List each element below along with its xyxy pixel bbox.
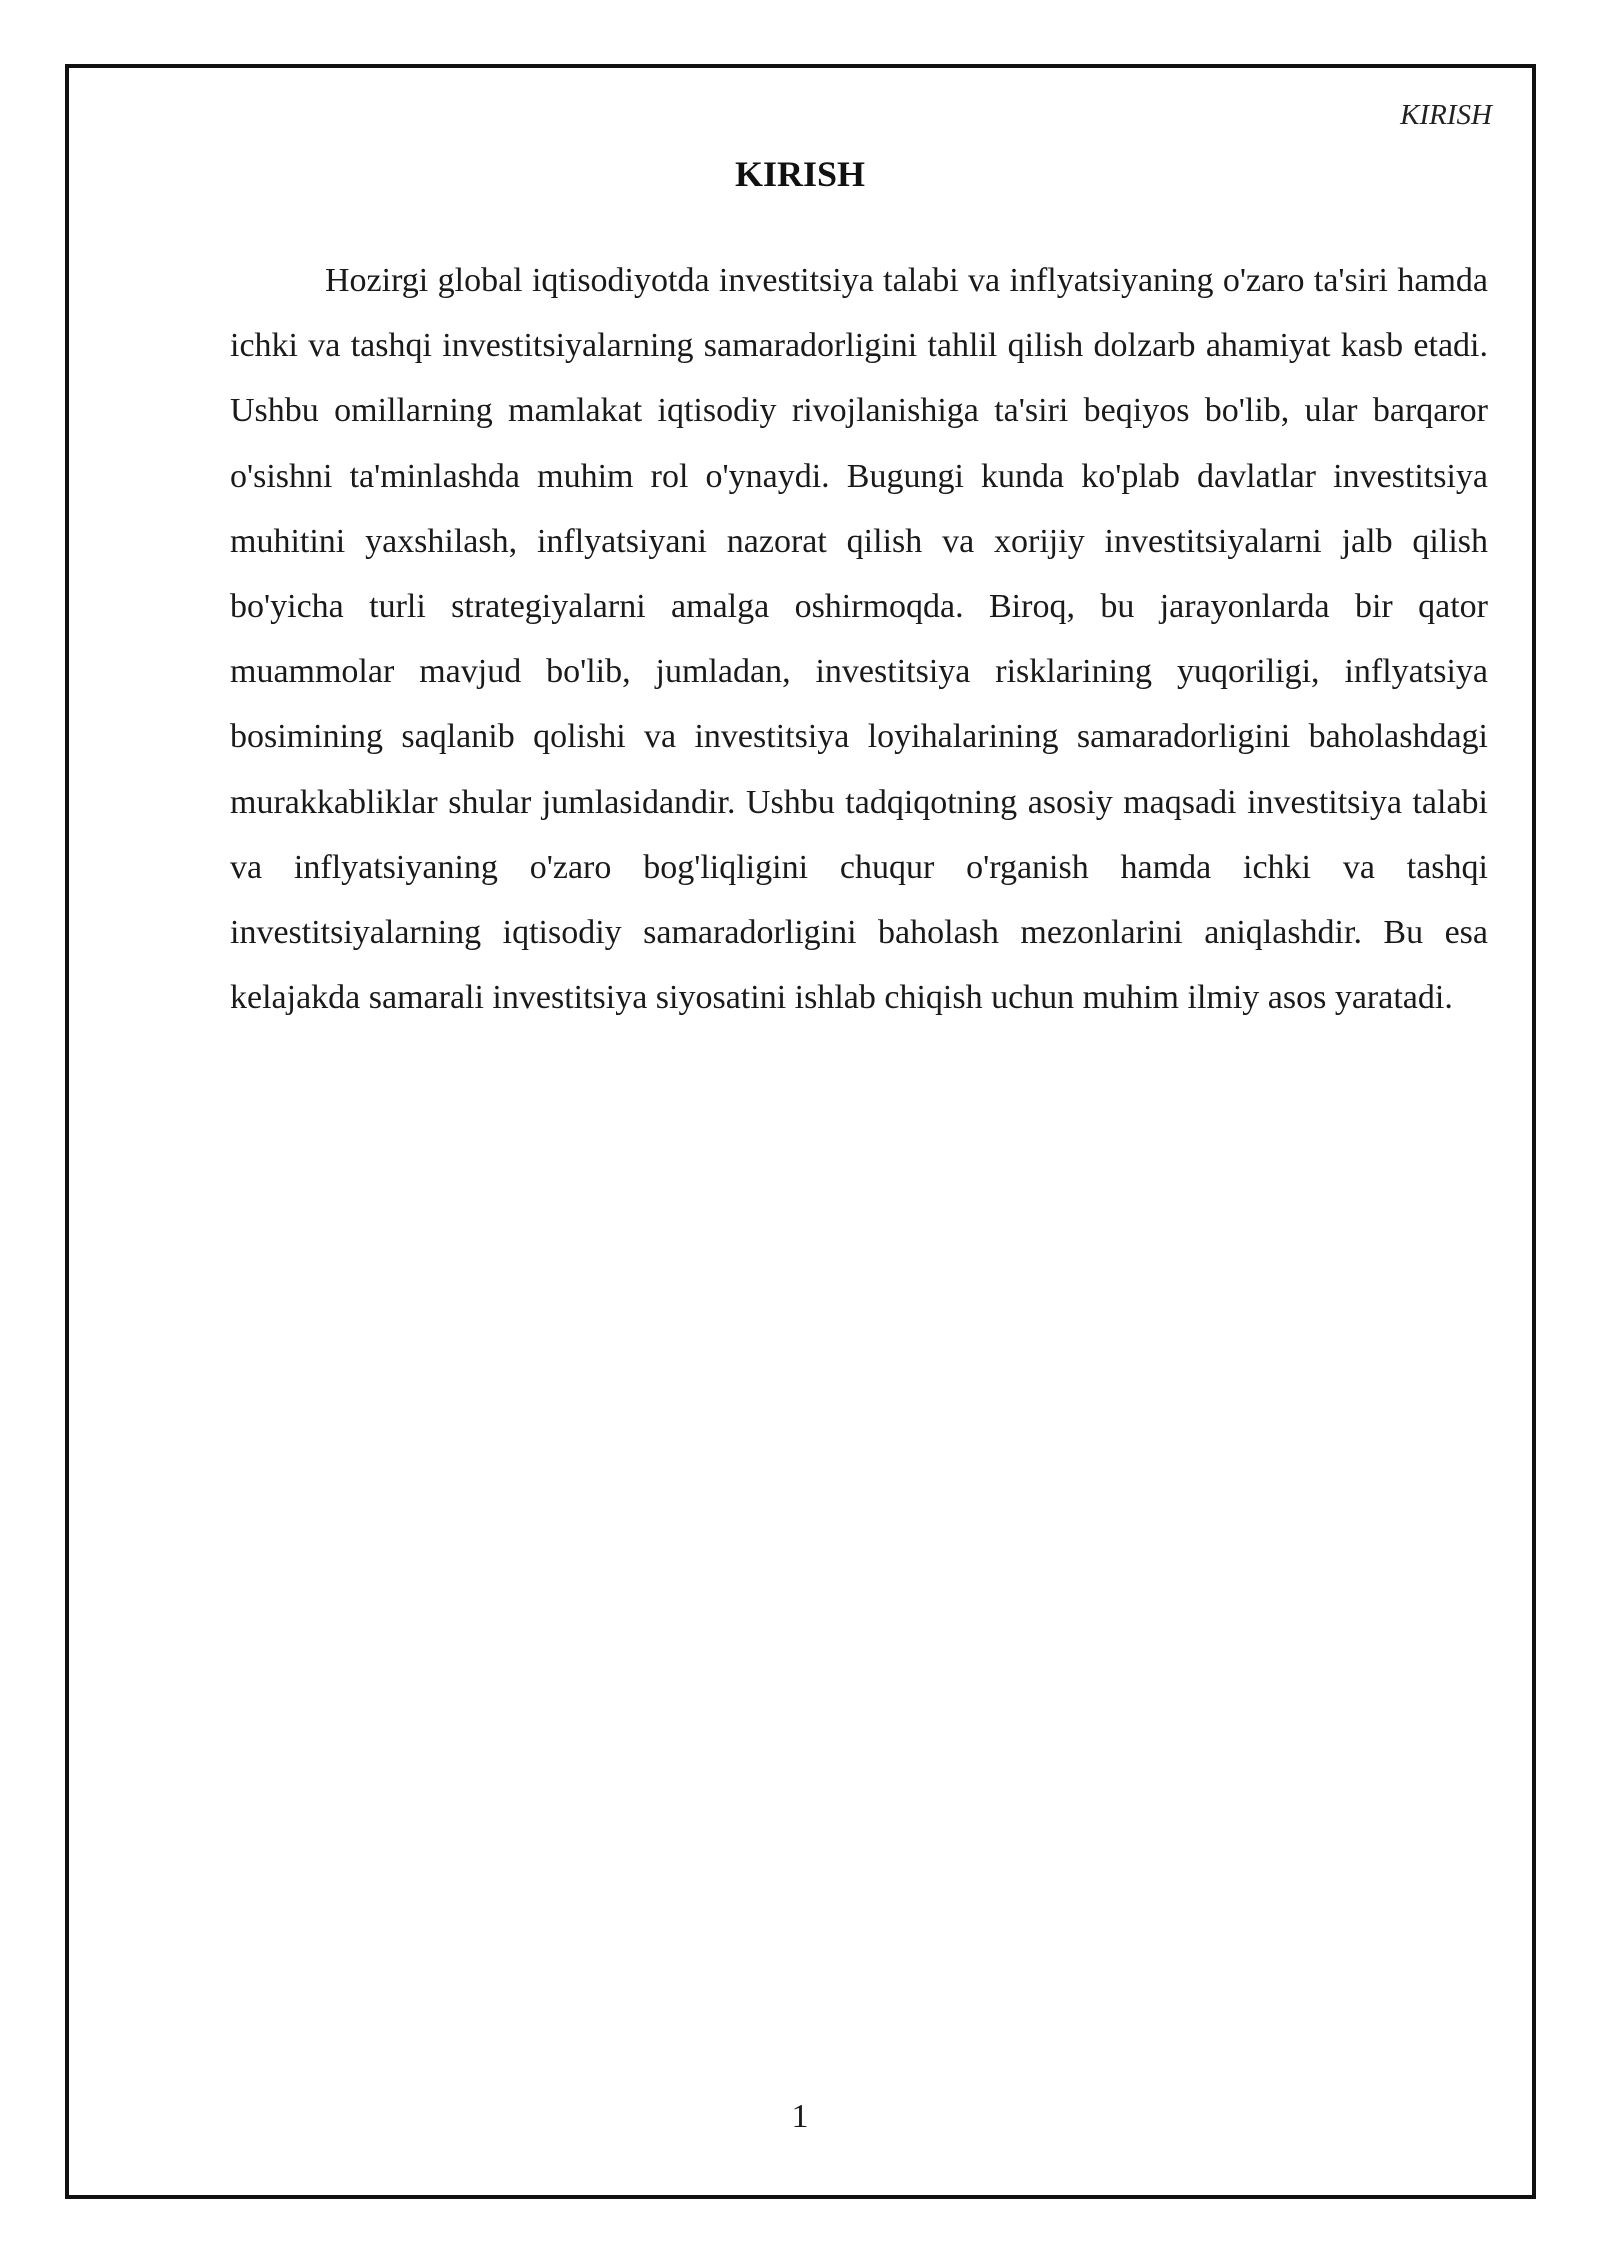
page-number: 1 bbox=[791, 2098, 809, 2135]
running-header: KIRISH bbox=[1400, 99, 1492, 131]
body-paragraph: Hozirgi global iqtisodiyotda investitsiya talabi va inflyatsiyaning o'zaro ta'siri hamda ichki va tashqi investitsiyalarning samaradorligini tahlil qilish dolzarb ahamiyat kasb etadi. Ushbu omillarning mamlakat iqtisodiy rivojlanishiga ta'siri beqiyos bo'lib, ular barqaror o'sishni ta'minlashda muhim rol o'ynaydi. Bugungi kunda ko'plab davlatlar investitsiya muhitini yaxshilash, inflyatsiyani nazorat qilish va xorijiy investitsiyalarni jalb qilish bo'yicha turli strategiyalarni amalga oshirmoqda. Biroq, bu jarayonlarda bir qator muammolar mavjud bo'lib, jumladan, investitsiya risklarining yuqoriligi, inflyatsiya bosimining saqlanib qolishi va investitsiya loyihalarining samaradorligini baholashdagi murakkabliklar shular jumlasidandir. Ushbu tadqiqotning asosiy maqsadi investitsiya talabi va inflyatsiyaning o'zaro bog'liqligini chuqur o'rganish hamda ichki va tashqi investitsiyalarning iqtisodiy samaradorligini baholash mezonlarini aniqlashdir. Bu esa kelajakda samarali investitsiya siyosatini ishlab chiqish uchun muhim ilmiy asos yaratadi. bbox=[230, 262, 1488, 1017]
section-title: KIRISH bbox=[734, 154, 866, 194]
